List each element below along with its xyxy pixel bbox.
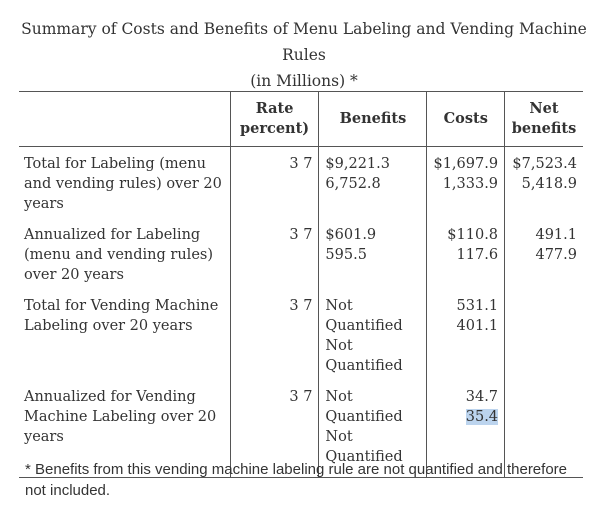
benefits-cell <box>319 147 427 215</box>
net-benefits-cell <box>505 285 583 376</box>
benefits-cell <box>319 214 427 285</box>
costs-value: 401.1 <box>456 318 499 334</box>
benefits-value: 6,752.8 <box>325 176 381 192</box>
caption-title: Summary of Costs and Benefits of Menu Labeling and Vending Machine Rules <box>21 20 587 64</box>
net-benefits-value: 477.9 <box>535 247 577 263</box>
benefits-value: Not Quantified <box>325 298 403 334</box>
costs-cell <box>427 214 505 285</box>
table-header-row <box>19 92 583 147</box>
costs-value: 1,333.9 <box>442 176 499 192</box>
rate-cell: 3 7 <box>230 147 319 215</box>
benefits-cell <box>319 285 427 376</box>
header-net-benefits: Net benefits <box>505 92 583 147</box>
rate-cell: 3 7 <box>230 214 319 285</box>
costs-value: 117.6 <box>456 247 499 263</box>
net-benefits-value: 491.1 <box>535 227 577 243</box>
table-footnote: * Benefits from this vending machine labeling rule are not quantified and therefore not included. <box>25 461 567 499</box>
row-label: Annualized for Labeling (menu and vending rules) over 20 years <box>24 227 213 283</box>
costs-value: $1,697.9 <box>433 156 499 172</box>
net-benefits-value: $7,523.4 <box>512 156 577 172</box>
costs-value-selected[interactable] <box>433 407 498 427</box>
benefits-value: $601.9 595.5 <box>325 227 377 263</box>
net-benefits-value: 5,418.9 <box>521 176 577 192</box>
costs-benefits-table <box>19 91 583 478</box>
table-row <box>19 214 583 285</box>
rate-cell: 3 7 <box>230 376 319 478</box>
table-caption <box>0 16 608 94</box>
benefits-value: Not Quantified <box>325 338 403 374</box>
net-benefits-cell <box>505 214 583 285</box>
benefits-value: $9,221.3 <box>325 156 390 172</box>
costs-cell <box>427 285 505 376</box>
costs-value: 34.7 <box>465 389 499 405</box>
net-benefits-cell <box>505 147 583 215</box>
benefits-value: Not Quantified <box>325 429 403 465</box>
caption-units: (in Millions) * <box>250 72 358 90</box>
header-rate: Rate percent) <box>230 92 319 147</box>
row-label: Total for Labeling (menu and vending rules) over 20 years <box>24 156 222 212</box>
row-label: Total for Vending Machine Labeling over 20 years <box>24 298 219 334</box>
header-costs: Costs <box>427 92 505 147</box>
costs-value: $110.8 <box>447 227 499 243</box>
table-row <box>19 147 583 215</box>
header-benefits: Benefits <box>319 92 427 147</box>
benefits-value: Not Quantified <box>325 389 403 425</box>
selected-text[interactable]: 35.4 <box>465 409 499 425</box>
header-label-column <box>19 92 230 147</box>
costs-cell <box>427 147 505 215</box>
costs-value: 531.1 <box>456 298 499 314</box>
table-row <box>19 285 583 376</box>
rate-cell: 3 7 <box>230 285 319 376</box>
row-label: Annualized for Vending Machine Labeling over 20 years <box>19 376 230 478</box>
